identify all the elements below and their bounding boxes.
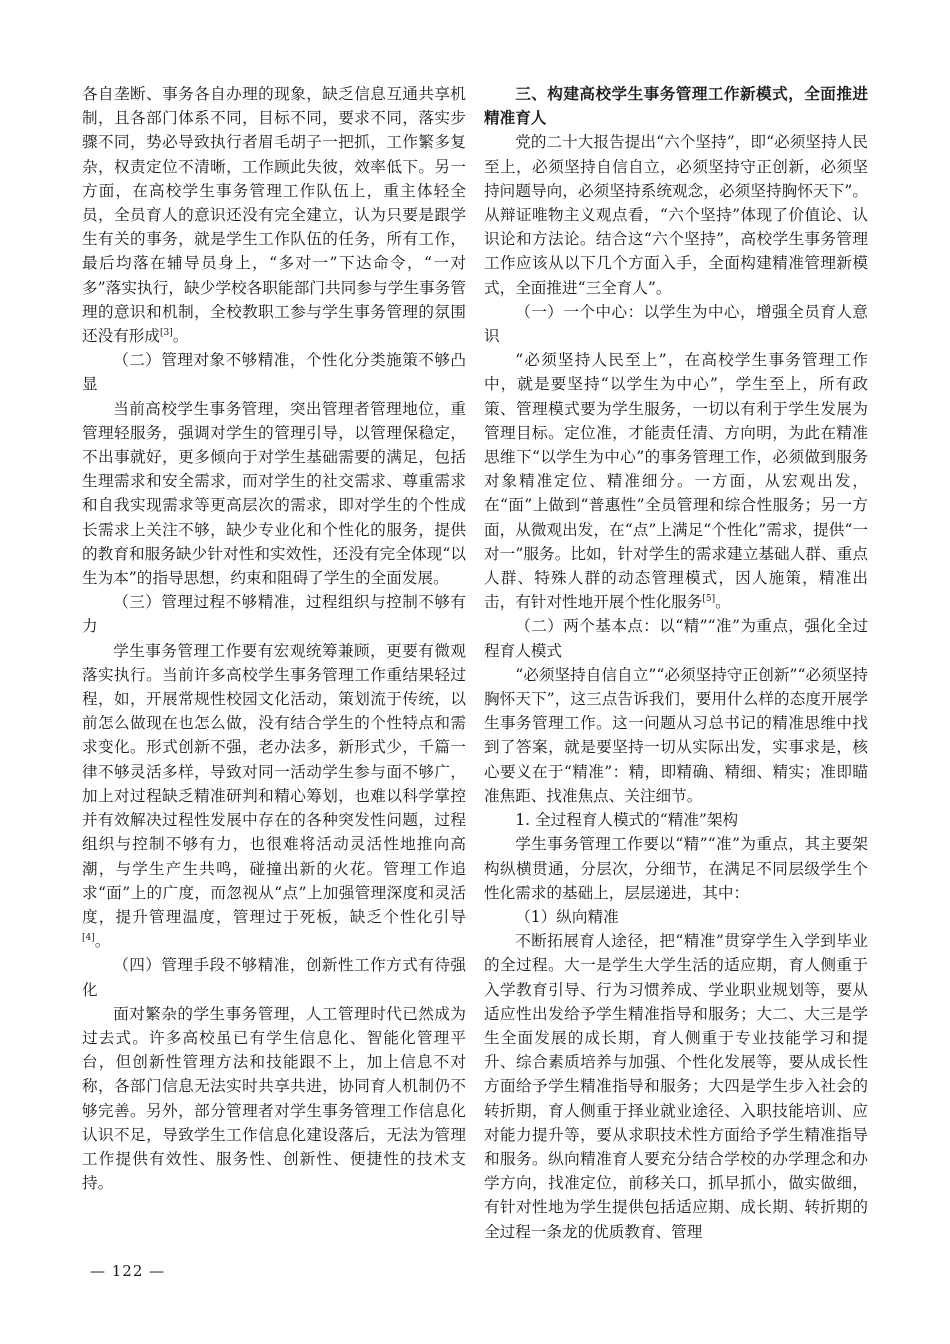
section-heading: （一）一个中心：以学生为中心，增强全员育人意识 bbox=[484, 302, 868, 346]
paragraph: 党的二十大报告提出“六个坚持”，即“必须坚持人民至上，必须坚持自信自立，必须坚持守正创新，必须坚持问题导向，必须坚持系统观念，必须坚持胸怀天下”。从辩证唯物主义观点看，“六个坚持”体现了价值论、认识论和方法论。结合这“六个坚持”，高校学生事务管理工作应该从以下几个方面入手，全面构建精准管理新模式，全面推进“三全育人”。 bbox=[484, 133, 868, 297]
citation-ref: [3] bbox=[159, 328, 173, 339]
paragraph: 不断拓展育人途径，把“精准”贯穿学生入学到毕业的全过程。大一是学生大学生活的适应期，育人侧重于入学教育引导、行为习惯养成、学业职业规划等，要从适应性出发给予学生精准指导和服务；大二、大三是学生全面发展的成长期，育人侧重于专业技能学习和提升、综合素质培养与加强、个性化发展等，要从成长性方面给予学生精准指导和服务；大四是学生步入社会的转折期，育人侧重于择业就业途径、入职技能培训、应对能力提升等，要从求职技术性方面给予学生精准指导和服务。纵向精准育人要充分结合学校的办学理念和办学方向，找准定位，前移关口，抓早抓小，做实做细，有针对性地为学生提供包括适应期、成长期、转折期的全过程一条龙的优质教育、管理 bbox=[484, 932, 868, 1241]
paragraph: 学生事务管理工作要以“精”“准”为重点，其主要架构纵横贯通，分层次，分细节，在满足不同层级学生个性化需求的基础上，层层递进，其中： bbox=[484, 835, 868, 902]
section-heading: （四）管理手段不够精准，创新性工作方式有待强化 bbox=[82, 956, 466, 999]
paragraph: 学生事务管理工作要有宏观统筹兼顾，更要有微观落实执行。当前许多高校学生事务管理工作重结果轻过程，如，开展常规性校园文化活动，策划流于传统，以前怎么做现在也怎么做，没有结合学生的个性特点和需求变化。形式创新不强，老办法多，新形式少，千篇一律不够灵活多样，导致对同一活动学生参与面不够广，加上对过程缺乏精准研判和精心筹划，也难以科学掌控并有效解决过程性发展中存在的各种突发性问题，过程组织与控制不够有力，也很难将活动灵活性地推向高潮，与学生产生共鸣，碰撞出新的火花。管理工作追求“面”上的广度，而忽视从“点”上加强管理深度和灵活度，提升管理温度，管理过于死板，缺乏个性化引导[4]。 bbox=[82, 641, 466, 951]
left-column bbox=[82, 82, 466, 1195]
page-number: — 122 — bbox=[90, 1262, 166, 1280]
section-heading: （二）管理对象不够精准，个性化分类施策不够凸显 bbox=[82, 351, 466, 394]
right-column bbox=[484, 82, 868, 1244]
paragraph: 面对繁杂的学生事务管理，人工管理时代已然成为过去式。许多高校虽已有学生信息化、智能化管理平台，但创新性管理方法和技能跟不上，加上信息不对称，各部门信息无法实时共享共进，协同育人机制仍不够完善。另外，部分管理者对学生事务管理工作信息化认识不足，导致学生工作信息化建设落后，无法为管理工作提供有效性、服务性、创新性、便捷性的技术支持。 bbox=[82, 1004, 466, 1193]
paragraph: “必须坚持人民至上”，在高校学生事务管理工作中，就是要坚持“以学生为中心”，学生至上，所有政策、管理模式要为学生服务，一切以有利于学生发展为管理目标。定位准，才能责任清、方向明，为此在精准思维下“以学生为中心”的事务管理工作，必须做到服务对象精准定位、精准细分。一方面，从宏观出发，在“面”上做到“普惠性”全员管理和综合性服务；另一方面，从微观出发，在“点”上满足“个性化”需求，提供“一对一”服务。比如，针对学生的需求建立基础人群、重点人群、特殊人群的动态管理模式，因人施策，精准出击，有针对性地开展个性化服务[5]。 bbox=[484, 351, 868, 612]
paragraph: 各自垄断、事务各自办理的现象，缺乏信息互通共享机制，且各部门体系不同，目标不同，要求不同，落实步骤不同，势必导致执行者眉毛胡子一把抓，工作繁多复杂，权责定位不清晰，工作顾此失彼，效率低下。另一方面，在高校学生事务管理工作队伍上，重主体轻全员，全员育人的意识还没有完全建立，认为只要是跟学生有关的事务，就是学生工作队伍的任务，所有工作，最后均落在辅导员身上，“多对一”下达命令，“一对多”落实执行，缺少学校各职能部门共同参与学生事务管理的意识和机制，全校教职工参与学生事务管理的氛围还没有形成[3]。 bbox=[82, 85, 466, 346]
citation-ref: [5] bbox=[702, 594, 716, 605]
section-heading: （三）管理过程不够精准，过程组织与控制不够有力 bbox=[82, 593, 466, 636]
citation-ref: [4] bbox=[82, 933, 95, 944]
subsection-heading: （1）纵向精准 bbox=[515, 907, 619, 926]
paragraph: “必须坚持自信自立”“必须坚持守正创新”“必须坚持胸怀天下”，这三点告诉我们，要用什么样的态度开展学生事务管理工作。这一问题从习总书记的精准思维中找到了答案，就是要坚持一切从实际出发，实事求是，核心要义在于“精准”：精，即精确、精细、精实；准即瞄准焦距、找准焦点、关注细节。 bbox=[484, 665, 868, 805]
chapter-heading: 三、构建高校学生事务管理工作新模式，全面推进精准育人 bbox=[484, 85, 868, 128]
section-heading: （二）两个基本点：以“精”“准”为重点，强化全过程育人模式 bbox=[484, 617, 868, 660]
subsection-heading: 1. 全过程育人模式的“精准”架构 bbox=[515, 811, 739, 830]
paragraph: 当前高校学生事务管理，突出管理者管理地位，重管理轻服务，强调对学生的管理引导，以管理保稳定，不出事就好，更多倾向于对学生基础需要的满足，包括生理需求和安全需求，而对学生的社交需求、尊重需求和自我实现需求等更高层次的需求，即对学生的个性成长需求上关注不够，缺少专业化和个性化的服务，提供的教育和服务缺少针对性和实效性，还没有完全体现“以生为本”的指导思想，约束和阻碍了学生的全面发展。 bbox=[82, 399, 466, 588]
